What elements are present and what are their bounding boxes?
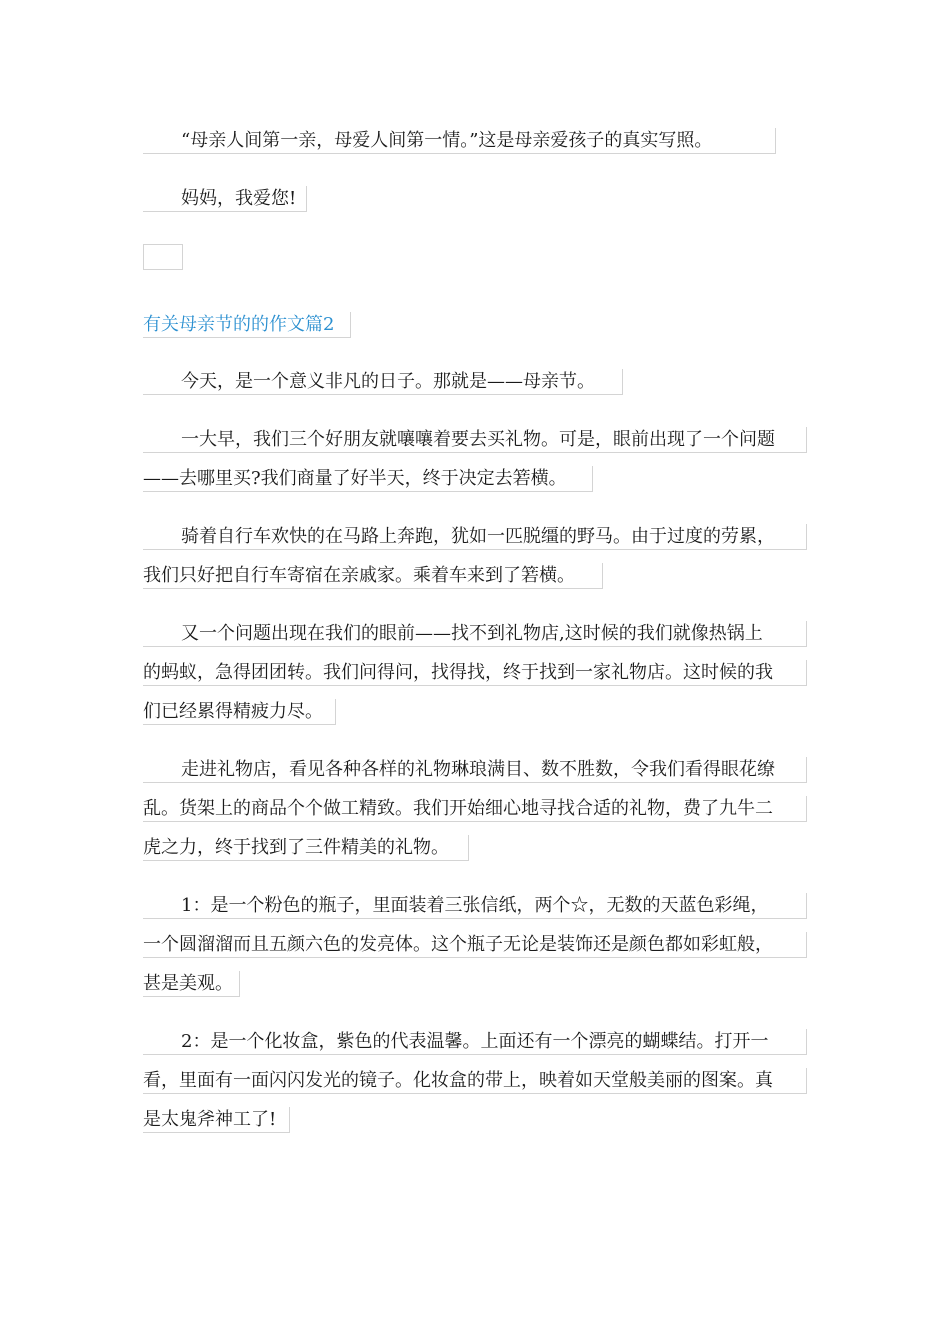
empty-line-box — [143, 244, 183, 270]
paragraph-love-mom: 妈妈，我爱您! — [143, 186, 307, 212]
paragraph-problem-line-1: 又一个问题出现在我们的眼前——找不到礼物店,这时候的我们就像热锅上 — [143, 621, 807, 647]
paragraph-gift1-line-3: 甚是美观。 — [143, 971, 240, 997]
paragraph-quote: “母亲人间第一亲，母爱人间第一情。”这是母亲爱孩子的真实写照。 — [143, 128, 776, 154]
paragraph-mothers-day: 今天，是一个意义非凡的日子。那就是——母亲节。 — [143, 369, 623, 395]
paragraph-shop-line-1: 走进礼物店，看见各种各样的礼物琳琅满目、数不胜数，令我们看得眼花缭 — [143, 757, 807, 783]
paragraph-problem-line-2: 的蚂蚁，急得团团转。我们问得问，找得找，终于找到一家礼物店。这时候的我 — [143, 660, 807, 686]
paragraph-shop-line-3: 虎之力，终于找到了三件精美的礼物。 — [143, 835, 469, 861]
paragraph-morning-line-1: 一大早，我们三个好朋友就嚷嚷着要去买礼物。可是，眼前出现了一个问题 — [143, 427, 807, 453]
paragraph-bike-line-1: 骑着自行车欢快的在马路上奔跑，犹如一匹脱缰的野马。由于过度的劳累， — [143, 524, 807, 550]
paragraph-gift2-line-1: 2：是一个化妆盒，紫色的代表温馨。上面还有一个漂亮的蝴蝶结。打开一 — [143, 1029, 807, 1055]
paragraph-bike-line-2: 我们只好把自行车寄宿在亲戚家。乘着车来到了箬横。 — [143, 563, 603, 589]
section-heading: 有关母亲节的的作文篇2 — [143, 312, 351, 338]
paragraph-gift1-line-1: 1：是一个粉色的瓶子，里面装着三张信纸，两个☆，无数的天蓝色彩绳， — [143, 893, 807, 919]
paragraph-gift1-line-2: 一个圆溜溜而且五颜六色的发亮体。这个瓶子无论是装饰还是颜色都如彩虹般， — [143, 932, 807, 958]
paragraph-shop-line-2: 乱。货架上的商品个个做工精致。我们开始细心地寻找合适的礼物，费了九牛二 — [143, 796, 807, 822]
paragraph-gift2-line-3: 是太鬼斧神工了! — [143, 1107, 290, 1133]
paragraph-morning-line-2: ——去哪里买?我们商量了好半天，终于决定去箬横。 — [143, 466, 593, 492]
paragraph-gift2-line-2: 看，里面有一面闪闪发光的镜子。化妆盒的带上，映着如天堂般美丽的图案。真 — [143, 1068, 807, 1094]
paragraph-problem-line-3: 们已经累得精疲力尽。 — [143, 699, 336, 725]
